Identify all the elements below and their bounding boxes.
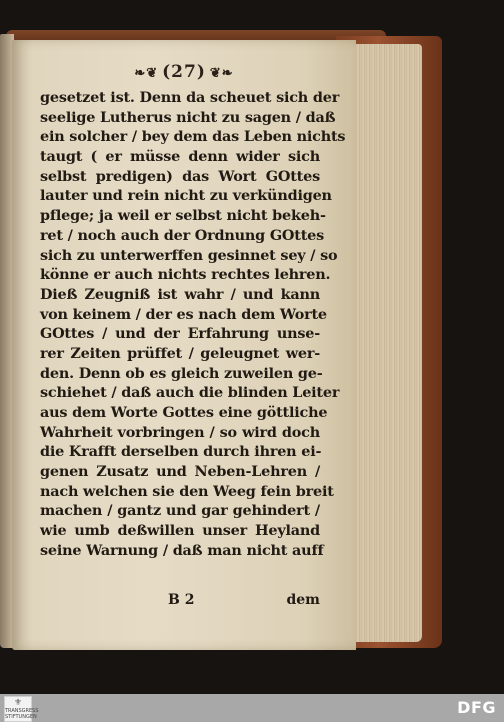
text-line: wie umb deßwillen unser Heyland (40, 522, 320, 540)
page-edges (350, 44, 422, 642)
viewer-footer-bar (0, 694, 504, 722)
text-line: selbst predigen) das Wort GOttes (40, 167, 320, 185)
institution-logo-text: TRANSGRESS STIFTUNGEN (5, 708, 39, 720)
text-line: nach welchen sie den Weeg fein breit (40, 482, 334, 500)
text-block (40, 88, 346, 561)
seal-icon: ⚜ (13, 698, 23, 708)
text-line: GOttes / und der Erfahrung unse- (40, 325, 320, 343)
text-line: seelige Lutherus nicht zu sagen / daß (40, 108, 336, 126)
text-line: pflege; ja weil er selbst nicht bekeh- (40, 207, 326, 225)
text-line: genen Zusatz und Neben-Lehren / (40, 463, 320, 481)
page-header (12, 62, 356, 82)
text-line: könne er auch nichts rechtes lehren. (40, 266, 331, 284)
text-line: rer Zeiten prüffet / geleugnet wer- (40, 344, 320, 362)
text-line: sich zu unterwerffen gesinnet sey / so (40, 246, 338, 264)
dfg-logo[interactable]: DFG (457, 698, 496, 717)
text-line: aus dem Worte Gottes eine göttliche (40, 404, 328, 421)
ornament-left-icon: ❧❦ (134, 66, 159, 81)
ornament-right-icon: ❦❧ (209, 66, 234, 81)
page-number: (27) (162, 62, 206, 82)
text-line: Dieß Zeugniß ist wahr / und kann (40, 285, 320, 303)
text-line: von keinem / der es nach dem Worte (40, 305, 327, 323)
text-line: ret / noch auch der Ordnung GOttes (40, 226, 325, 244)
page-footer (40, 592, 320, 612)
text-line: gesetzet ist. Denn da scheuet sich der (40, 89, 340, 106)
book-page (12, 40, 356, 650)
text-line: Wahrheit vorbringen / so wird doch (40, 423, 320, 441)
text-line: ein solcher / bey dem das Leben nichts (40, 128, 346, 146)
catchword: dem (286, 592, 320, 608)
text-line: seine Warnung / daß man nicht auff (40, 541, 324, 559)
text-line: schiehet / daß auch die blinden Leiter (40, 384, 340, 402)
institution-logo[interactable] (4, 696, 39, 722)
text-line: die Krafft derselben durch ihren ei- (40, 443, 322, 461)
text-line: den. Denn ob es gleich zuweilen ge- (40, 364, 323, 382)
text-line: machen / gantz und gar gehindert / (40, 502, 320, 520)
signature-mark: B 2 (168, 592, 195, 608)
text-line: lauter und rein nicht zu verkündigen (40, 187, 332, 205)
text-line: taugt ( er müsse denn wider sich (40, 148, 320, 166)
